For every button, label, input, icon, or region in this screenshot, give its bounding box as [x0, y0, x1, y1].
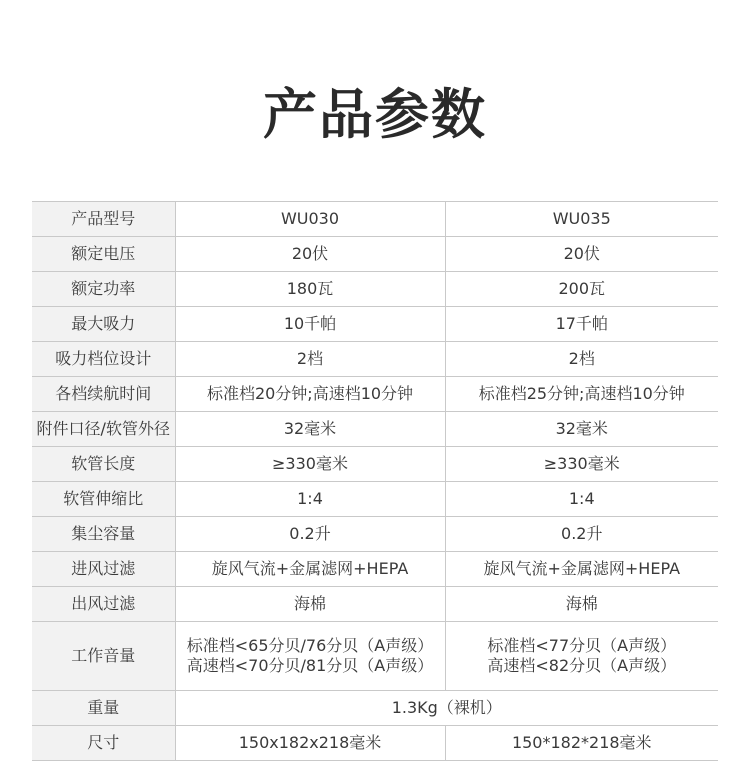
- cell-wu035: 旋风气流+金属滤网+HEPA: [445, 552, 718, 587]
- row-label: 额定电压: [32, 237, 175, 272]
- row-label: 软管长度: [32, 447, 175, 482]
- cell-wu030: [175, 622, 445, 691]
- row-label: 附件口径/软管外径: [32, 412, 175, 447]
- cell-wu030: WU030: [175, 202, 445, 237]
- cell-wu035: 17千帕: [445, 307, 718, 342]
- cell-wu035: 1:4: [445, 482, 718, 517]
- row-label: 集尘容量: [32, 517, 175, 552]
- cell-wu035: 0.2升: [445, 517, 718, 552]
- cell-wu035: 海棉: [445, 587, 718, 622]
- table-row: [32, 447, 718, 482]
- cell-wu035: 2档: [445, 342, 718, 377]
- cell-wu030: 150x182x218毫米: [175, 726, 445, 761]
- table-row: [32, 342, 718, 377]
- cell-wu030: 2档: [175, 342, 445, 377]
- cell-wu035: [445, 622, 718, 691]
- spec-table: [32, 201, 718, 761]
- cell-wu035: 32毫米: [445, 412, 718, 447]
- row-label: 产品型号: [32, 202, 175, 237]
- page-title: 产品参数: [263, 83, 487, 146]
- row-label: 尺寸: [32, 726, 175, 761]
- table-row: [32, 482, 718, 517]
- cell-line: 高速档<82分贝（A声级）: [487, 656, 677, 675]
- row-label: 额定功率: [32, 272, 175, 307]
- row-label: 各档续航时间: [32, 377, 175, 412]
- row-label: 吸力档位设计: [32, 342, 175, 377]
- row-label: 最大吸力: [32, 307, 175, 342]
- cell-wu030: 20伏: [175, 237, 445, 272]
- cell-wu035: 20伏: [445, 237, 718, 272]
- cell-wu035: ≥330毫米: [445, 447, 718, 482]
- cell-wu030: ≥330毫米: [175, 447, 445, 482]
- row-label: 工作音量: [32, 622, 175, 691]
- table-row: [32, 307, 718, 342]
- table-row: [32, 587, 718, 622]
- table-row: [32, 202, 718, 237]
- cell-wu030: 1:4: [175, 482, 445, 517]
- row-label: 进风过滤: [32, 552, 175, 587]
- cell-wu030: 180瓦: [175, 272, 445, 307]
- table-row: [32, 272, 718, 307]
- cell-merged: 1.3Kg（裸机）: [175, 691, 718, 726]
- table-row: [32, 237, 718, 272]
- table-row: [32, 691, 718, 726]
- row-label: 软管伸缩比: [32, 482, 175, 517]
- table-row: [32, 377, 718, 412]
- cell-wu030: 32毫米: [175, 412, 445, 447]
- cell-wu035: 150*182*218毫米: [445, 726, 718, 761]
- row-label: 重量: [32, 691, 175, 726]
- cell-wu035: 200瓦: [445, 272, 718, 307]
- cell-wu030: 标准档20分钟;高速档10分钟: [175, 377, 445, 412]
- table-row: [32, 726, 718, 761]
- cell-line: 标准档<77分贝（A声级）: [487, 636, 677, 655]
- cell-line: 高速档<70分贝/81分贝（A声级）: [186, 656, 434, 675]
- cell-wu030: 10千帕: [175, 307, 445, 342]
- cell-line: 标准档<65分贝/76分贝（A声级）: [186, 636, 434, 655]
- cell-wu030: 旋风气流+金属滤网+HEPA: [175, 552, 445, 587]
- table-row: [32, 412, 718, 447]
- cell-wu030: 海棉: [175, 587, 445, 622]
- row-label: 出风过滤: [32, 587, 175, 622]
- table-row: [32, 622, 718, 691]
- cell-wu035: 标准档25分钟;高速档10分钟: [445, 377, 718, 412]
- cell-wu030: 0.2升: [175, 517, 445, 552]
- table-row: [32, 552, 718, 587]
- table-row: [32, 517, 718, 552]
- cell-wu035: WU035: [445, 202, 718, 237]
